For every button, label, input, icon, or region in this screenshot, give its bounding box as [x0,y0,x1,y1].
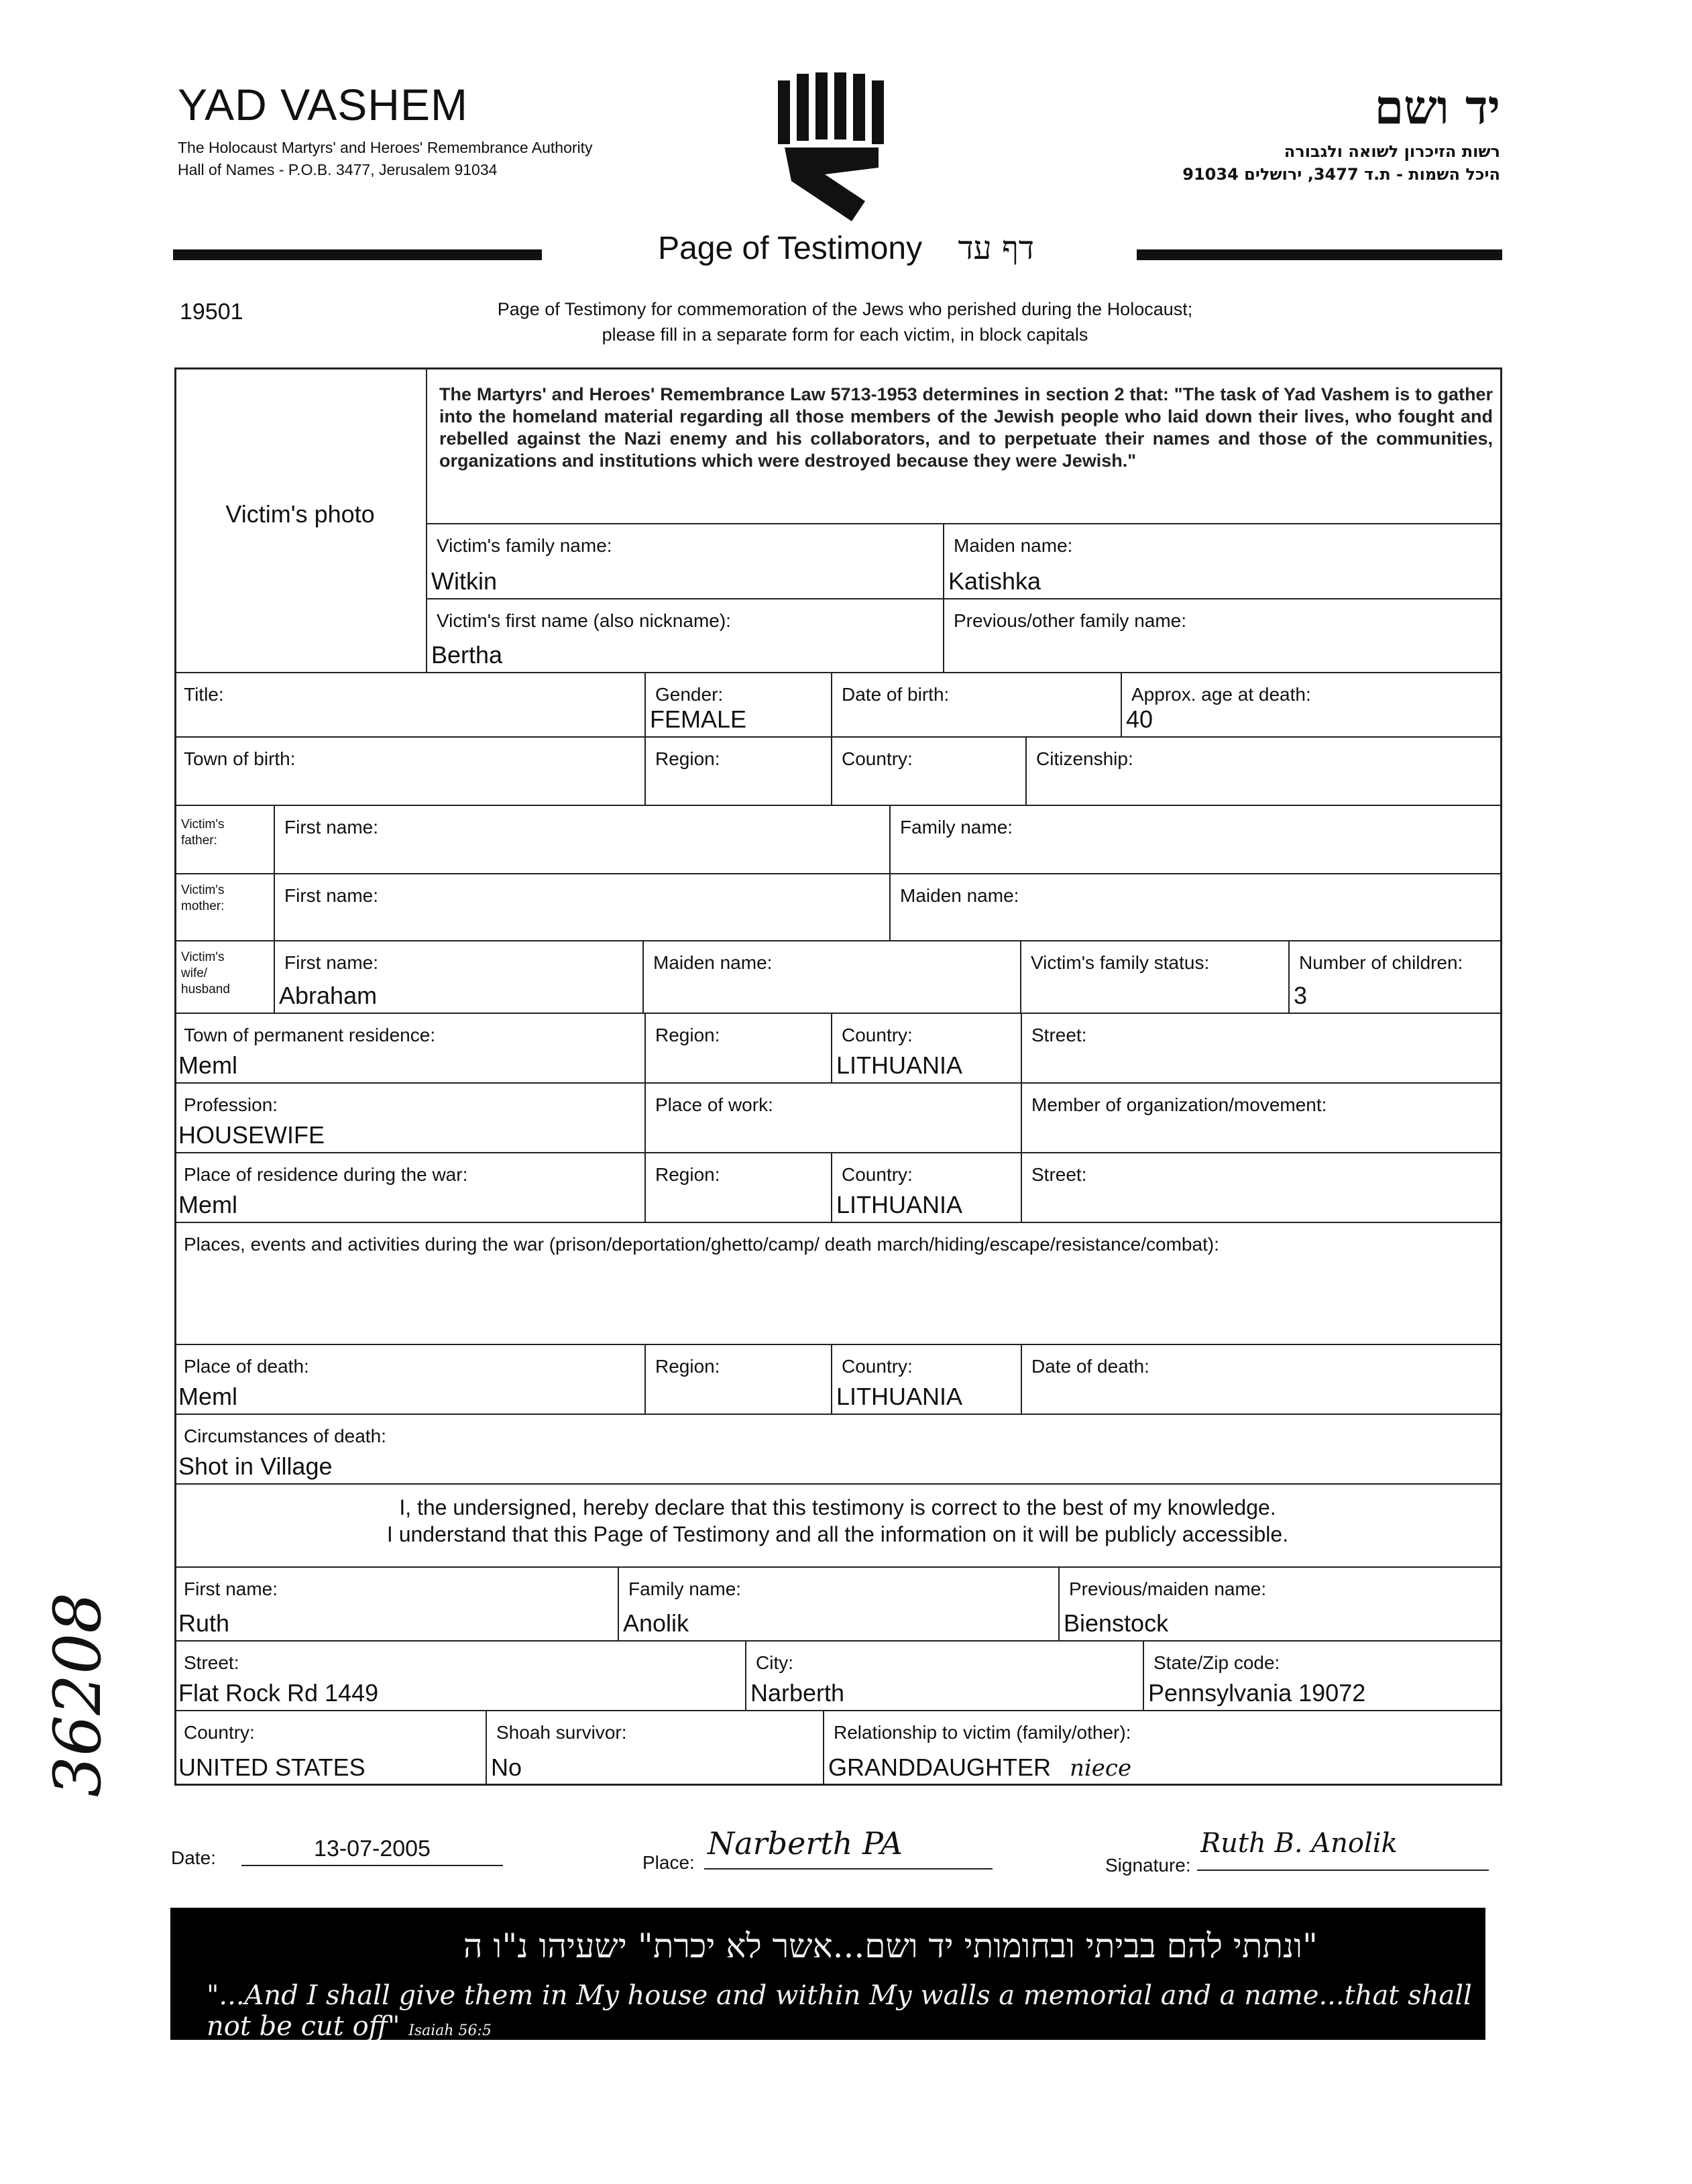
field-value: Meml [178,1191,237,1218]
shoah-survivor-field[interactable] [487,1711,824,1786]
field-value: No [491,1754,522,1781]
org-subtitle: The Holocaust Martyrs' and Heroes' Remembrance Authority [178,139,593,156]
org-address-hebrew: היכל השמות - ת.ד 3477, ירושלים 91034 [1182,165,1500,184]
submitter-state-zip-field[interactable] [1144,1642,1502,1711]
victim-gender-field[interactable] [646,673,832,738]
page-title-he: דף עד [958,229,1034,267]
field-value: Narberth [750,1679,845,1707]
war-residence-region-field[interactable] [646,1153,832,1223]
war-residence-field[interactable] [174,1153,646,1223]
organization-membership-field[interactable] [1022,1084,1502,1153]
field-label: Country: [842,1164,913,1185]
date-label: Date: [171,1847,216,1868]
row-label-line: Victim's [181,817,225,831]
permanent-residence-street-field[interactable] [1022,1014,1502,1084]
banner-reference: Isaiah 56:5 [408,2022,492,2039]
declaration-box [174,1485,1502,1568]
father-row-label [174,806,275,874]
permanent-residence-town-field[interactable] [174,1014,646,1084]
field-label: Country: [184,1722,255,1743]
org-address: Hall of Names - P.O.B. 3477, Jerusalem 91034 [178,161,498,178]
field-label: Maiden name: [954,535,1073,556]
org-name: YAD VASHEM [178,80,468,129]
date-of-death-field[interactable] [1022,1345,1502,1415]
field-value: LITHUANIA [836,1051,963,1079]
field-value: Bienstock [1064,1609,1169,1637]
victim-title-field[interactable] [174,673,646,738]
mother-row-label [174,874,275,941]
field-label: Date of birth: [842,684,950,705]
field-label: Previous/other family name: [954,610,1187,631]
row-label-line: wife/ [181,966,208,980]
spouse-maiden-name-field[interactable] [644,941,1021,1014]
field-label: Place of death: [184,1356,309,1377]
field-value: Meml [178,1051,237,1079]
field-label: Region: [655,1164,720,1185]
yad-vashem-logo-icon [765,67,899,228]
field-value: Abraham [279,982,378,1009]
victim-citizenship-field[interactable] [1027,738,1502,806]
row-label-line: mother: [181,899,225,913]
quote-banner [170,1908,1485,2040]
submitter-country-field[interactable] [174,1711,487,1786]
field-label: Place of residence during the war: [184,1164,468,1185]
victim-photo-box [174,367,427,673]
victim-dob-field[interactable] [832,673,1122,738]
circumstances-of-death-field[interactable] [174,1415,1502,1485]
field-label: Number of children: [1299,952,1463,973]
spouse-first-name-field[interactable] [275,941,644,1014]
war-residence-country-field[interactable] [832,1153,1022,1223]
field-label: Region: [655,1356,720,1377]
field-label: First name: [284,817,379,838]
date-value[interactable]: 13-07-2005 [314,1836,431,1861]
victim-birth-region-field[interactable] [646,738,832,806]
field-label: Victim's family status: [1031,952,1210,973]
father-family-name-field[interactable] [891,806,1502,874]
field-label: Citizenship: [1036,748,1133,769]
submitter-street-field[interactable] [174,1642,746,1711]
banner-english-quote [207,1980,1485,2042]
field-value [828,1754,1131,1782]
org-subtitle-hebrew: רשות הזיכרון לשואה ולגבורה [1284,142,1500,161]
submitter-family-name-field[interactable] [619,1568,1060,1642]
archive-number: 36208 [40,1592,115,1797]
place-of-death-field[interactable] [174,1345,646,1415]
field-value: HOUSEWIFE [178,1121,325,1149]
war-events-field[interactable] [174,1223,1502,1345]
page-title [0,229,1692,267]
place-underline [704,1868,993,1870]
place-of-work-field[interactable] [646,1084,1022,1153]
victim-photo-label: Victim's photo [225,500,375,528]
submitter-city-field[interactable] [746,1642,1144,1711]
field-label: Title: [184,684,224,705]
field-label: Family name: [628,1578,742,1599]
signature-label: Signature: [1105,1855,1191,1876]
submitter-maiden-name-field[interactable] [1060,1568,1502,1642]
field-value: Flat Rock Rd 1449 [178,1679,379,1707]
victim-age-field[interactable] [1122,673,1502,738]
field-label: City: [756,1652,793,1673]
intro-line-1: Page of Testimony for commemoration of the Jews who perished during the Holocaust; [497,299,1193,319]
row-label-line: father: [181,834,217,848]
org-name-hebrew: יד ושם [1374,79,1500,135]
field-value: Meml [178,1383,237,1410]
field-value: LITHUANIA [836,1191,963,1218]
victim-maiden-name-field[interactable] [944,524,1502,599]
date-underline [241,1865,503,1866]
law-text-box [427,367,1502,524]
banner-english-text: "...And I shall give them in My house and within My walls a memorial and a name...that shall not be cut off" [207,1980,1472,2042]
row-label-line: Victim's [181,883,225,897]
field-label: First name: [284,952,379,973]
place-label: Place: [642,1852,695,1873]
row-label-line: husband [181,982,230,996]
field-label: Relationship to victim (family/other): [834,1722,1131,1743]
field-value: Shot in Village [178,1452,333,1480]
field-label: Member of organization/movement: [1031,1094,1327,1115]
field-value: 40 [1126,705,1153,733]
field-label: State/Zip code: [1153,1652,1280,1673]
victim-first-name-field[interactable] [427,599,944,673]
page-title-en: Page of Testimony [658,231,923,266]
form-number: 19501 [180,299,243,325]
father-first-name-field[interactable] [275,806,891,874]
field-label: Street: [1031,1025,1087,1045]
relationship-value: GRANDDAUGHTER [828,1754,1052,1781]
permanent-residence-country-field[interactable] [832,1014,1022,1084]
field-value: UNITED STATES [178,1754,365,1781]
field-label: Country: [842,1356,913,1377]
intro-line-2: please fill in a separate form for each victim, in block capitals [602,325,1088,345]
field-label: Date of death: [1031,1356,1149,1377]
signature-handwritten[interactable]: Ruth B. Anolik [1200,1828,1398,1859]
signature-underline [1197,1870,1489,1871]
relationship-to-victim-field[interactable] [824,1711,1502,1786]
field-label: Region: [655,748,720,769]
field-label: Maiden name: [653,952,773,973]
submitter-first-name-field[interactable] [174,1568,619,1642]
banner-hebrew-quote: "ונתתי להם בביתי ובחומותי יד ושם...אשר לא יכרת" ישעיהו נ"ו ה [463,1927,1318,1965]
field-value: Katishka [948,567,1041,595]
victim-family-name-field[interactable] [427,524,944,599]
field-label: Places, events and activities during the war (prison/deportation/ghetto/camp/ death march/hiding/escape/resistance/combat): [184,1234,1219,1255]
death-country-field[interactable] [832,1345,1022,1415]
field-label: Maiden name: [900,885,1019,906]
field-label: Street: [184,1652,239,1673]
victim-town-of-birth-field[interactable] [174,738,646,806]
field-label: First name: [184,1578,278,1599]
field-value: LITHUANIA [836,1383,963,1410]
field-label: Circumstances of death: [184,1426,386,1446]
declaration-line-2: I understand that this Page of Testimony and all the information on it will be publicly accessible. [386,1522,1289,1546]
profession-field[interactable] [174,1084,646,1153]
field-value: Bertha [431,641,503,669]
number-of-children-field[interactable] [1290,941,1502,1014]
field-value: 3 [1294,982,1308,1009]
field-value: Anolik [623,1609,689,1637]
death-region-field[interactable] [646,1345,832,1415]
victim-family-status-field[interactable] [1021,941,1290,1014]
spouse-row-label [174,941,275,1014]
field-label: Region: [655,1025,720,1045]
mother-first-name-field[interactable] [275,874,891,941]
field-label: Shoah survivor: [496,1722,627,1743]
field-label: Town of birth: [184,748,296,769]
field-label: First name: [284,885,379,906]
mother-maiden-name-field[interactable] [891,874,1502,941]
field-label: Place of work: [655,1094,773,1115]
victim-birth-country-field[interactable] [832,738,1027,806]
field-label: Approx. age at death: [1131,684,1311,705]
field-label: Profession: [184,1094,278,1115]
place-handwritten[interactable]: Narberth PA [708,1825,903,1861]
field-label: Town of permanent residence: [184,1025,436,1045]
field-value: Witkin [431,567,497,595]
intro-text [376,296,1314,347]
relationship-handwritten-note: niece [1070,1755,1132,1782]
declaration-text [174,1494,1501,1548]
field-label: Street: [1031,1164,1087,1185]
field-label: Victim's first name (also nickname): [437,610,731,631]
war-residence-street-field[interactable] [1022,1153,1502,1223]
field-label: Family name: [900,817,1013,838]
declaration-line-1: I, the undersigned, hereby declare that this testimony is correct to the best of my knowledge. [399,1495,1276,1519]
field-value: FEMALE [650,705,747,733]
victim-previous-name-field[interactable] [944,599,1502,673]
field-value: Ruth [178,1609,230,1637]
field-label: Previous/maiden name: [1069,1578,1267,1599]
row-label-line: Victim's [181,950,225,964]
field-label: Country: [842,748,913,769]
field-label: Victim's family name: [437,535,612,556]
field-label: Country: [842,1025,913,1045]
permanent-residence-region-field[interactable] [646,1014,832,1084]
field-value: Pennsylvania 19072 [1148,1679,1366,1707]
field-label: Gender: [655,684,724,705]
law-text: The Martyrs' and Heroes' Remembrance Law 5713-1953 determines in section 2 that: "The task of Yad Vashem is to gather into the homeland material regarding all those members of the Jewish people who laid down their lives, who fought and rebelled against the Nazi enemy and his collaborators, and to perpetuate their names and those of the communities, organizations and institutions which were destroyed because they were Jewish." [439,384,1493,471]
